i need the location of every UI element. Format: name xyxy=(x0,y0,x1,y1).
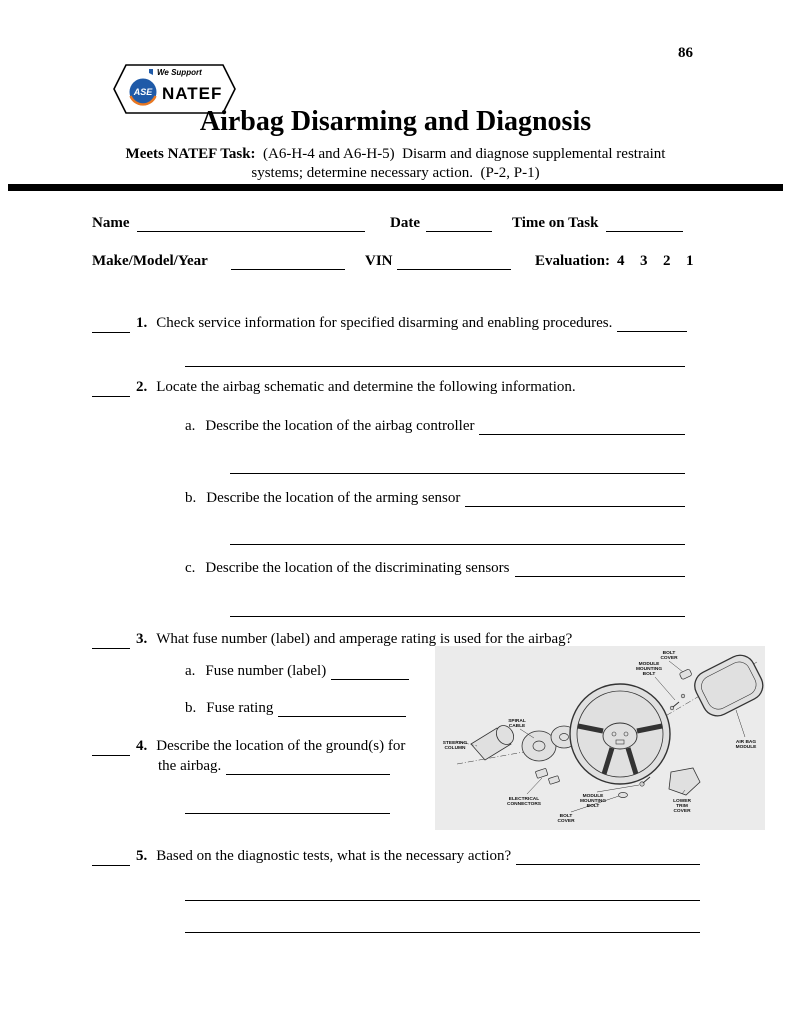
leader-air-bag-module xyxy=(736,710,745,737)
diagram-label-bolt-cover-bottom-2: COVER xyxy=(557,819,575,824)
page-title: Airbag Disarming and Diagnosis xyxy=(199,106,592,137)
question-5-number: 5. xyxy=(136,848,148,864)
vin-blank xyxy=(397,253,511,270)
question-3b-blank xyxy=(278,700,406,717)
diagram-label-air-bag-module-1: AIR BAG xyxy=(735,740,757,745)
diagram-label-spiral-cable-1: SPIRAL xyxy=(508,719,526,724)
diagram-label-bolt-cover-bottom-1: BOLT xyxy=(559,814,573,819)
natef-logo-text: NATEF xyxy=(162,84,223,103)
diagram-label-lower-trim-cover-2: TRIM xyxy=(676,804,688,809)
question-3a-letter: a. xyxy=(185,663,196,679)
diagram-label-steering-column-2: COLUMN xyxy=(444,746,466,751)
question-2b-letter: b. xyxy=(185,490,197,506)
question-5-text: Based on the diagnostic tests, what is the necessary action? xyxy=(156,848,512,864)
question-4-blank xyxy=(226,758,390,775)
question-2b-answer-line xyxy=(230,528,685,545)
natef-task-line2: systems; determine necessary action. (P-2, P-1) xyxy=(251,165,540,181)
diagram-label-steering-column-1: STEERING xyxy=(442,741,468,746)
question-4-line2 xyxy=(158,757,390,775)
logo-we-support-text: We Support xyxy=(157,68,202,77)
diagram-label-electrical-connectors-1: ELECTRICAL xyxy=(508,797,540,802)
name-label: Name xyxy=(92,215,130,231)
question-2c-letter: c. xyxy=(185,560,196,576)
question-3-number: 3. xyxy=(136,631,148,647)
date-label: Date xyxy=(390,215,420,231)
evaluation-label: Evaluation: xyxy=(535,253,611,269)
leader-bolt-cover-top xyxy=(669,661,683,672)
make-model-year-label: Make/Model/Year xyxy=(92,253,208,269)
diagram-label-module-mounting-bolt-bottom-3: BOLT xyxy=(586,804,600,809)
question-4 xyxy=(136,737,405,755)
vin-label: VIN xyxy=(365,253,393,269)
question-2c-answer-line xyxy=(230,600,685,617)
question-5-answer-line-1 xyxy=(185,884,700,901)
diagram-label-module-mounting-bolt-bottom-1: MODULE xyxy=(582,794,604,799)
question-4-text-line1: Describe the location of the ground(s) for xyxy=(156,738,406,754)
leader-electrical-connectors xyxy=(527,778,542,794)
question-3a-text: Fuse number (label) xyxy=(205,663,327,679)
diagram-label-lower-trim-cover-1: LOWER xyxy=(673,799,691,804)
question-3-text: What fuse number (label) and amperage rating is used for the airbag? xyxy=(156,631,573,647)
evaluation-scale-2: 2 xyxy=(663,253,671,269)
question-2a xyxy=(185,417,685,435)
diagram-label-bolt-cover-top-1: BOLT xyxy=(662,651,676,656)
question-3-grade-blank xyxy=(92,632,130,649)
time-on-task-blank xyxy=(606,215,683,232)
question-4-number: 4. xyxy=(136,738,148,754)
diagram-label-air-bag-module-2: MODULE xyxy=(735,745,757,750)
question-2b-text: Describe the location of the arming sensor xyxy=(206,490,461,506)
natef-task-label: Meets NATEF Task: xyxy=(125,146,256,162)
question-5 xyxy=(136,847,700,865)
page-number: 86 xyxy=(678,45,693,61)
diagram-label-spiral-cable-2: CABLE xyxy=(508,724,526,729)
divider-rule xyxy=(8,184,783,191)
question-4-text-line2: the airbag. xyxy=(158,758,222,774)
question-2-grade-blank xyxy=(92,380,130,397)
airbag-diagram xyxy=(435,646,765,830)
question-5-grade-blank xyxy=(92,849,130,866)
question-1-answer-line xyxy=(185,350,685,367)
question-5-answer-line-2 xyxy=(185,916,700,933)
ase-logo-text: ASE xyxy=(133,87,153,97)
question-1-number: 1. xyxy=(136,315,148,331)
question-3a xyxy=(185,662,409,680)
bolt-cover-bottom-part xyxy=(619,792,628,797)
question-2a-answer-line xyxy=(230,457,685,474)
diagram-label-module-mounting-bolt-top-2: MOUNTING xyxy=(635,667,663,672)
diagram-label-electrical-connectors-2: CONNECTORS xyxy=(506,802,542,807)
question-3b-text: Fuse rating xyxy=(206,700,274,716)
question-1-text: Check service information for specified disarming and enabling procedures. xyxy=(156,315,613,331)
steering-wheel-part xyxy=(570,684,670,784)
diagram-label-module-mounting-bolt-top-1: MODULE xyxy=(638,662,660,667)
evaluation-scale-1: 1 xyxy=(686,253,694,269)
question-2b-blank xyxy=(465,490,685,507)
question-3a-blank xyxy=(331,663,409,680)
date-blank xyxy=(426,215,492,232)
air-bag-module-part xyxy=(690,650,765,721)
question-2c-text: Describe the location of the discriminating sensors xyxy=(205,560,510,576)
question-2 xyxy=(136,378,576,396)
evaluation-scale-4: 4 xyxy=(617,253,625,269)
spiral-cable-part xyxy=(522,726,577,761)
diagram-label-module-mounting-bolt-bottom-2: MOUNTING xyxy=(579,799,607,804)
question-2a-text: Describe the location of the airbag controller xyxy=(205,418,475,434)
question-2a-blank xyxy=(479,418,685,435)
logo-flag-icon xyxy=(149,69,153,75)
mounting-screws-part xyxy=(670,694,685,710)
leader-module-mounting-bolt-top xyxy=(655,677,675,700)
evaluation-scale-3: 3 xyxy=(640,253,648,269)
diagram-label-lower-trim-cover-3: COVER xyxy=(673,809,691,814)
natef-task-line1 xyxy=(0,145,791,163)
question-2c xyxy=(185,559,685,577)
leader-module-mounting-bolt-bottom xyxy=(597,785,639,792)
electrical-connectors-part xyxy=(535,768,559,784)
question-1-blank xyxy=(617,315,687,332)
question-1 xyxy=(136,314,687,332)
question-2c-blank xyxy=(515,560,685,577)
name-blank xyxy=(137,215,365,232)
question-1-grade-blank xyxy=(92,316,130,333)
diagram-label-module-mounting-bolt-top-3: BOLT xyxy=(642,672,656,677)
natef-task-text: (A6-H-4 and A6-H-5) Disarm and diagnose supplemental restraint xyxy=(255,146,666,162)
question-4-answer-line xyxy=(185,797,390,814)
question-5-blank xyxy=(516,848,700,865)
question-2b xyxy=(185,489,685,507)
diagram-label-bolt-cover-top-2: COVER xyxy=(660,656,678,661)
question-4-grade-blank xyxy=(92,739,130,756)
question-2a-letter: a. xyxy=(185,418,196,434)
make-model-year-blank xyxy=(231,253,345,270)
question-3b xyxy=(185,699,406,717)
airbag-diagram-svg xyxy=(435,646,765,830)
question-2-text: Locate the airbag schematic and determine the following information. xyxy=(156,379,576,395)
time-on-task-label: Time on Task xyxy=(512,215,599,231)
question-2-number: 2. xyxy=(136,379,148,395)
question-3b-letter: b. xyxy=(185,700,197,716)
